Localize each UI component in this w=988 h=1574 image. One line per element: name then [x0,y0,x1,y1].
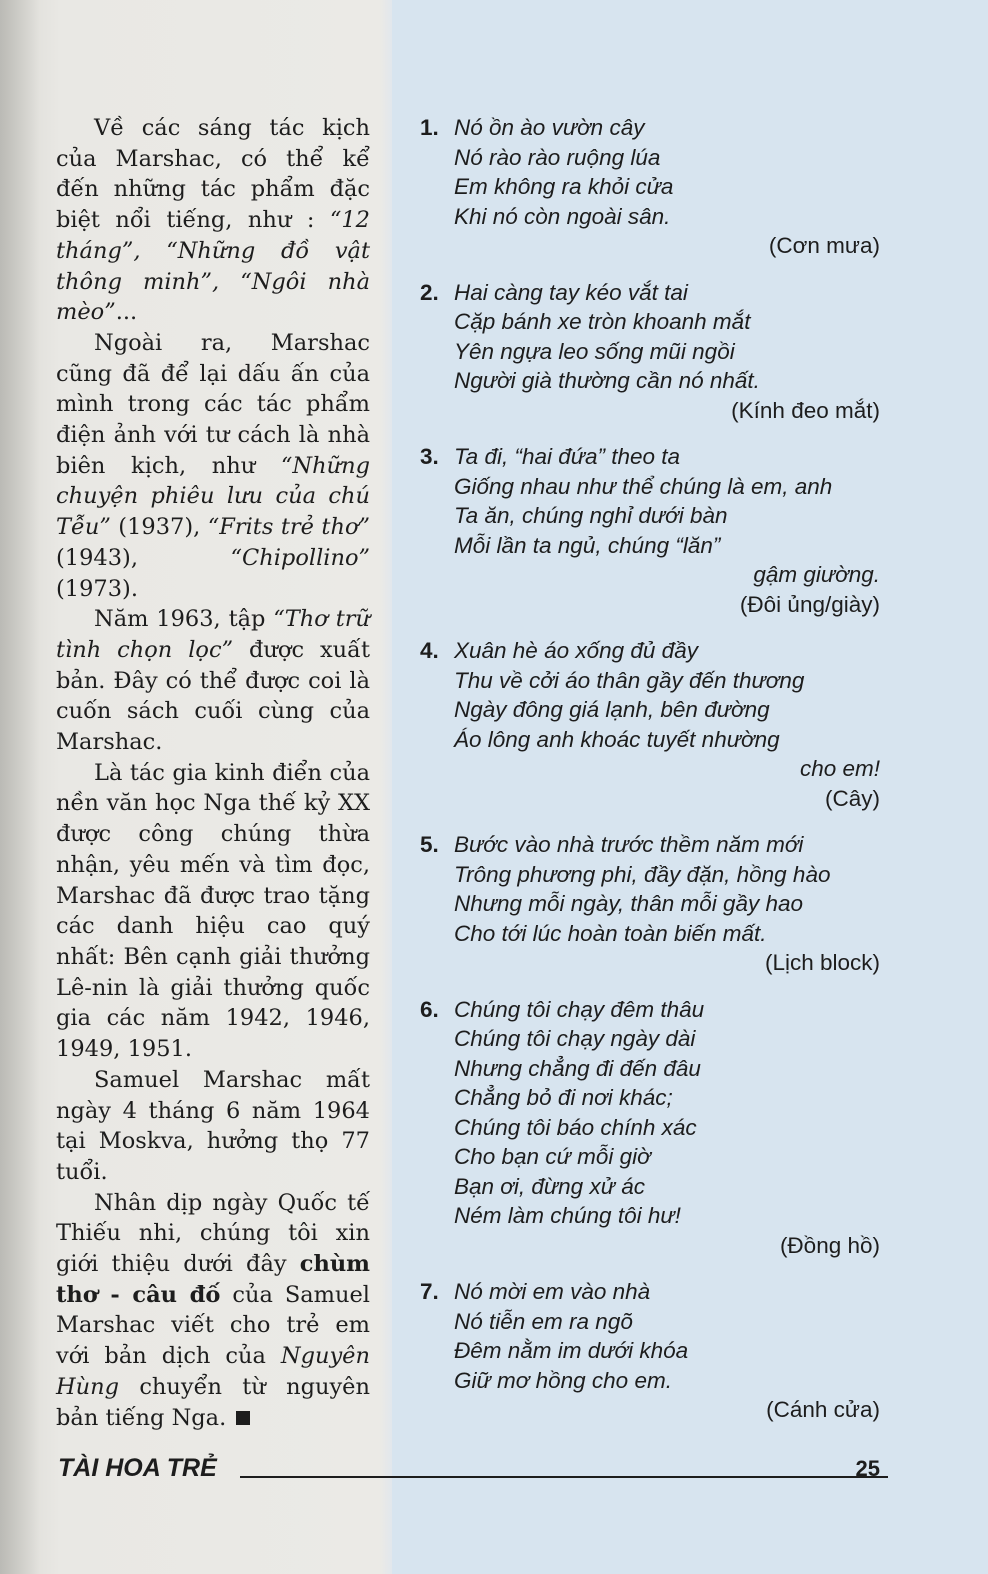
article-text-run: (1937), [110,514,208,541]
riddle-poems-column [420,113,882,1442]
article-paragraph [56,1188,370,1434]
riddle-answer: (Cơn mưa) [768,233,880,258]
riddle-line-text: Áo lông anh khoác tuyết nhường [454,726,780,752]
footer-rule [240,1476,888,1478]
riddle-line [420,113,882,143]
riddle-line [420,1307,882,1337]
riddle-line-text: Khi nó còn ngoài sân. [454,203,671,229]
riddle-line [420,1054,882,1084]
article-text-run: chùm thơ - câu đố [56,1251,370,1308]
riddle-line [420,1366,882,1396]
riddle-line [420,307,882,337]
article-text-run: “12 tháng”, “Những đồ vật thông minh”, “Ngôi nhà mèo” [56,207,370,326]
riddle-line [420,1201,882,1231]
riddle-line [420,337,882,367]
riddle-line-text: Chúng tôi chạy ngày dài [454,1026,696,1051]
article-text-run: (1943), [56,544,231,571]
riddle-answer: (Lịch block) [764,950,880,975]
article-text-run: “Thơ trữ tình chọn lọc” [56,606,370,663]
riddle-line-text: Trông phương phi, đầy đặn, hồng hào [454,861,831,887]
riddle-line-text: Người già thường cần nó nhất. [454,368,760,393]
article-text-run: của Samuel Marshac viết cho trẻ em với bản dịch của [56,1281,370,1370]
riddle-item [420,442,882,619]
riddle-line-text: Giữ mơ hồng cho em. [454,1367,672,1393]
riddle-line-text: Bước vào nhà trước thềm năm mới [454,832,804,857]
riddle-item [420,636,882,813]
article-end-square-icon [236,1411,250,1425]
riddle-number: 3. [420,444,439,469]
riddle-line [420,1113,882,1143]
riddle-line-text: Nó rào rào ruộng lúa [454,144,661,170]
riddle-line-text: Cặp bánh xe tròn khoanh mắt [454,309,751,334]
article-text-run: Về các sáng tác kịch của Marshac, có thể kể đến những tác phẩm đặc biệt nổi tiếng, như : [56,115,370,234]
riddle-line [420,636,882,666]
riddle-line-text: Giống nhau như thể chúng là em, anh [454,473,833,499]
riddle-number: 5. [420,832,439,857]
riddle-line-text: Ném làm chúng tôi hư! [454,1203,681,1228]
riddle-line [420,202,882,232]
article-text-run: Năm 1963, tập [94,606,274,633]
riddle-number: 1. [420,115,439,140]
riddle-line [420,725,882,755]
riddle-line [420,366,882,396]
riddle-line [420,830,882,860]
riddle-line-text: Chẳng bỏ đi nơi khác; [454,1085,673,1110]
riddle-line [420,143,882,173]
riddle-line [420,531,882,561]
article-text-run: Ngoài ra, Marshac cũng đã để lại dấu ấn của mình trong các tác phẩm điện ảnh với tư cách là nhà biên kịch, như [56,329,370,479]
article-text-run: (1973). [56,575,138,602]
riddle-answer: (Kính đeo mắt) [731,397,880,423]
riddle-line [420,1024,882,1054]
riddle-answer: (Cây) [825,785,880,811]
page-gutter-shadow [0,0,40,1574]
page-footer [58,1452,882,1486]
riddle-line-text: Bạn ơi, đừng xử ác [454,1173,645,1199]
article-text-run: được xuất bản. Đây có thể được coi là cuốn sách cuối cùng của Marshac. [56,636,371,756]
riddle-line-text: Chúng tôi báo chính xác [454,1114,697,1140]
riddle-line-text: Cho tới lúc hoàn toàn biến mất. [454,920,767,946]
riddle-line-text: Mỗi lần ta ngủ, chúng “lăn” [454,532,721,558]
riddle-line [420,172,882,202]
riddle-line-text: Yên ngựa leo sống mũi ngồi [454,338,735,364]
riddle-line-continuation: gậm giường. [753,562,880,587]
riddle-number: 6. [420,996,439,1022]
riddle-line [420,995,882,1025]
article-paragraph [56,328,370,604]
riddle-line-text: Hai càng tay kéo vắt tai [454,279,688,305]
article-text-run: Nhân dịp ngày Quốc tế Thiếu nhi, chúng tôi xin giới thiệu dưới đây [56,1189,370,1278]
riddle-answer: (Đôi ủng/giày) [739,591,880,617]
article-paragraph [56,113,370,328]
article-text-run: Samuel Marshac mất ngày 4 tháng 6 năm 1964 tại Moskva, hưởng thọ 77 tuổi. [56,1066,370,1185]
riddle-line-text: Nó mời em vào nhà [454,1279,651,1304]
riddle-line-text: Nhưng mỗi ngày, thân mỗi gầy hao [454,891,804,916]
riddle-line-text: Ngày đông giá lạnh, bên đường [454,697,770,722]
article-text-run: Nguyên Hùng [56,1343,370,1400]
riddle-line-text: Xuân hè áo xống đủ đầy [454,638,698,663]
riddle-number: 4. [420,638,439,663]
riddle-line [420,666,882,696]
riddle-answer: (Đồng hồ) [779,1232,880,1258]
riddle-item [420,113,882,261]
riddle-line-text: Nó tiễn em ra ngõ [454,1308,633,1334]
riddle-item [420,278,882,426]
riddle-number: 7. [420,1279,439,1304]
article-text-run: ... [115,299,138,326]
article-paragraph [56,1065,370,1188]
riddle-line [420,695,882,725]
riddle-line [420,1172,882,1202]
riddle-line-continuation: cho em! [799,756,880,781]
riddle-answer: (Cánh cửa) [766,1397,880,1422]
riddle-item [420,995,882,1261]
riddle-number: 2. [420,279,439,305]
riddle-line [420,889,882,919]
riddle-line [420,919,882,949]
riddle-line-text: Đêm nằm im dưới khóa [454,1338,689,1363]
article-text-run: “Chipollino” [230,544,370,571]
riddle-line-text: Ta ăn, chúng nghỉ dưới bàn [454,503,728,528]
riddle-line [420,1142,882,1172]
article-text-column [56,113,370,1433]
riddle-line [420,278,882,308]
article-text-run: “Frits trẻ thơ” [207,514,370,541]
riddle-line-text: Ta đi, “hai đứa” theo ta [454,444,681,469]
riddle-line-text: Nhưng chẳng đi đến đâu [454,1055,701,1081]
riddle-line [420,860,882,890]
riddle-line [420,442,882,472]
article-paragraph [56,604,370,758]
riddle-line-text: Thu về cởi áo thân gầy đến thương [454,667,805,693]
riddle-line [420,1277,882,1307]
riddle-line [420,472,882,502]
riddle-line [420,1083,882,1113]
riddle-item [420,830,882,978]
magazine-title: TÀI HOA TRẺ [58,1454,217,1482]
riddle-item [420,1277,882,1425]
article-text-run: chuyển từ nguyên bản tiếng Nga. [56,1373,370,1431]
article-text-run: “Những chuyện phiêu lưu của chú Tễu” [56,452,370,541]
riddle-line-text: Em không ra khỏi cửa [454,174,674,199]
page-number: 25 [855,1456,880,1481]
riddle-line-text: Chúng tôi chạy đêm thâu [454,996,705,1022]
riddle-line-text: Cho bạn cứ mỗi giờ [454,1144,651,1169]
riddle-line-text: Nó ồn ào vườn cây [454,115,645,140]
riddle-line [420,1336,882,1366]
riddle-line [420,501,882,531]
article-paragraph [56,758,370,1065]
article-text-run: Là tác gia kinh điển của nền văn học Nga thế kỷ XX được công chúng thừa nhận, yêu mến và tìm đọc, Marshac đã được trao tặng các danh hiệu cao quý nhất: Bên cạnh giải thưởng Lê-nin là giải thưởng quốc gia các năm 1942, 1946, 1949, 1951. [56,759,370,1063]
